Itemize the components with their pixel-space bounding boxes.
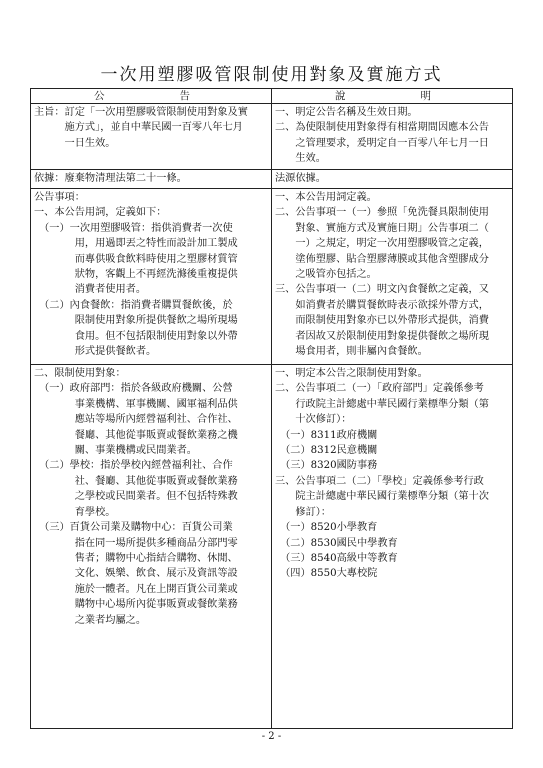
table-row: [31, 104, 513, 170]
text-line: 一日生效。: [34, 137, 116, 149]
text-line: 三、公告事項二（二）「學校」定義係參考行政: [275, 475, 484, 487]
text-line: 者因故又於限制使用對象提供餐飲之場所現: [275, 330, 489, 342]
text-line: 塗佈塑膠、貼合塑膠薄膜或其他含塑膠成分: [275, 253, 489, 265]
text-line: 二、限制使用對象：: [34, 368, 126, 380]
text-line: 之學校或民間業者。但不包括特殊教: [34, 491, 238, 503]
text-line: （一）政府部門：指於各級政府機關、公營: [34, 383, 233, 395]
text-line: 育學校。: [34, 506, 116, 518]
text-line: （一）8520小學教育: [275, 522, 378, 534]
text-line: 餐廳、其他從事販賣或餐飲業務之機: [34, 429, 238, 441]
text-line: 狀物，客觀上不再經洗滌後重複提供: [34, 269, 238, 281]
announcement-cell: [31, 189, 272, 365]
text-line: 二、為使限制使用對象得有相當期間因應本公告: [275, 122, 489, 134]
text-line: 如消費者於購買餐飲時表示欲採外帶方式，: [275, 299, 489, 311]
header-explanation: 說 明: [272, 89, 513, 104]
text-line: 而專供吸食飲料時使用之塑膠材質管: [34, 253, 238, 265]
text-line: 之吸管亦包括之。: [275, 269, 377, 281]
text-line: 之管理要求，爰明定自一百零八年七月一日: [275, 137, 489, 149]
announcement-cell: [31, 365, 272, 729]
text-line: 購物中心場所內從事販賣或餐飲業務: [34, 599, 238, 611]
text-line: 應站等場所內經營福利社、合作社、: [34, 414, 238, 426]
text-line: 社、餐廳、其他從事販賣或餐飲業務: [34, 475, 238, 487]
text-line: 之業者均屬之。: [34, 614, 147, 626]
announcement-table: [30, 88, 513, 729]
text-line: 二、公告事項二（一）「政府部門」定義係參考: [275, 383, 484, 395]
explanation-cell: [272, 189, 513, 365]
text-line: 一、明定公告名稱及生效日期。: [275, 107, 418, 118]
announcement-cell: [31, 169, 272, 188]
announcement-cell: [31, 104, 272, 170]
text-line: 三、公告事項一（二）明文內食餐飲之定義，又: [275, 284, 489, 296]
text-line: 場食用者，則非屬內食餐飲。: [275, 346, 428, 358]
text-line: （一）一次用塑膠吸管：指供消費者一次使: [34, 222, 233, 234]
explanation-cell: [272, 365, 513, 729]
text-line: 事業機構、軍事機關、國軍福利品供: [34, 398, 238, 410]
text-line: 售者；購物中心指結合購物、休閒、: [34, 552, 238, 564]
text-line: 主旨：訂定「一次用塑膠吸管限制使用對象及實: [34, 107, 248, 118]
text-line: 一、明定本公告之限制使用對象。: [275, 368, 428, 380]
text-line: 法源依據。: [275, 172, 326, 184]
table-row: [31, 169, 513, 188]
text-line: （一）8311政府機關: [275, 429, 378, 441]
text-line: 院主計總處中華民國行業標準分類（第十次: [275, 491, 489, 503]
text-line: 一、本公告用詞定義。: [275, 192, 377, 204]
text-line: （三）百貨公司業及購物中心：百貨公司業: [34, 522, 233, 534]
text-line: （二）8530國民中學教育: [275, 537, 398, 549]
text-line: 消費者使用者。: [34, 284, 147, 296]
text-line: （二）學校：指於學校內經營福利社、合作: [34, 460, 233, 472]
table-body: [31, 104, 513, 729]
text-line: 一）之規定，明定一次用塑膠吸管之定義，: [275, 238, 489, 250]
text-line: 對象、實施方式及實施日期」公告事項二（: [275, 222, 489, 234]
text-line: 依據：廢棄物清理法第二十一條。: [34, 172, 187, 184]
table-row: [31, 189, 513, 365]
text-line: 食用。但不包括限制使用對象以外帶: [34, 330, 238, 342]
text-line: 而限制使用對象亦已以外帶形式提供，消費: [275, 315, 489, 327]
text-line: 關、事業機構或民間業者。: [34, 445, 197, 457]
header-announcement: 公 告: [31, 89, 272, 104]
text-line: （二）內食餐飲：指消費者購買餐飲後，於: [34, 299, 233, 311]
table-header-row: [31, 89, 513, 104]
text-line: 十次修訂）：: [275, 414, 352, 426]
explanation-cell: [272, 104, 513, 170]
text-line: 指在同一場所提供多種商品分部門零: [34, 537, 238, 549]
text-line: （四）8550大專校院: [275, 568, 378, 580]
text-line: （三）8540高級中等教育: [275, 552, 398, 564]
text-line: 公告事項：: [34, 192, 85, 204]
text-line: 行政院主計總處中華民國行業標準分類（第: [275, 398, 489, 410]
text-line: 用，用過即丟之特性而設計加工製成: [34, 238, 238, 250]
text-line: 一、本公告用詞，定義如下：: [34, 207, 167, 219]
text-line: （三）8320國防事務: [275, 460, 378, 472]
text-line: 施於一體者。凡在上開百貨公司業或: [34, 583, 238, 595]
explanation-cell: [272, 169, 513, 188]
text-line: 修訂）：: [275, 506, 332, 518]
table-row: [31, 365, 513, 729]
text-line: 二、公告事項一（一）參照「免洗餐具限制使用: [275, 207, 489, 219]
text-line: 形式提供餐飲者。: [34, 346, 157, 358]
document-title: 一次用塑膠吸管限制使用對象及實施方式: [100, 65, 443, 85]
text-line: 限制使用對象所提供餐飲之場所現場: [34, 315, 238, 327]
text-line: 文化、娛樂、飲食、展示及資訊等設: [34, 568, 238, 580]
page-number: - 2 -: [261, 731, 282, 742]
text-line: 施方式」，並自中華民國一百零八年七月: [34, 122, 243, 134]
text-line: 生效。: [275, 153, 326, 165]
text-line: （二）8312民意機關: [275, 445, 378, 457]
